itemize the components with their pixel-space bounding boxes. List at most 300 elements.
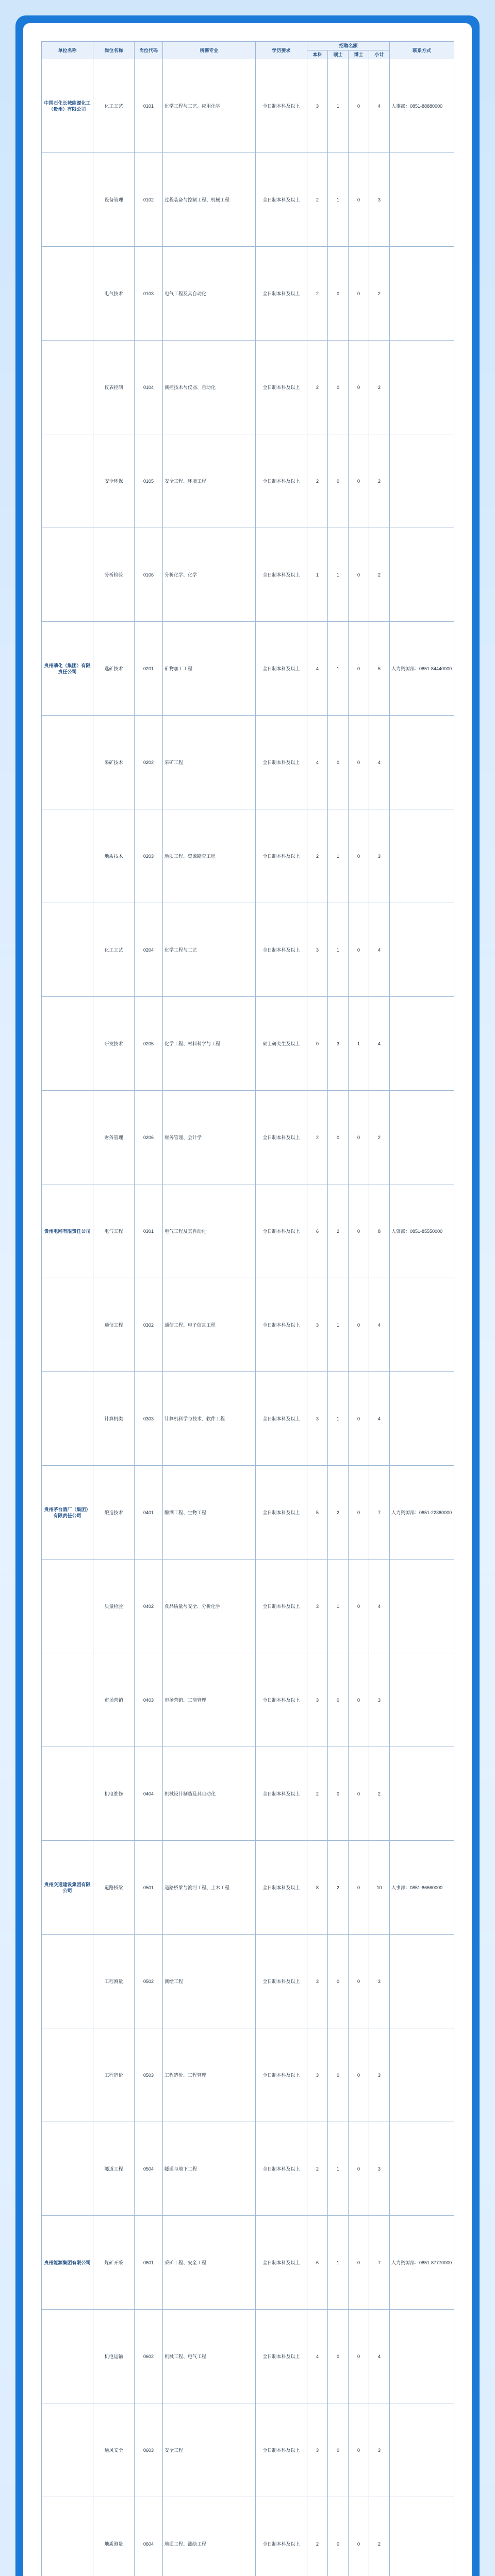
unit-cell (42, 1560, 93, 1653)
quota-total-cell: 7 (369, 2216, 390, 2310)
code-cell: 0602 (135, 2310, 163, 2403)
table-row (42, 1935, 454, 2028)
contact-cell: 人事部：0851-86660000 (390, 1841, 454, 1935)
quota-bachelor-cell: 2 (307, 247, 328, 341)
quota-doctor-cell: 0 (349, 2122, 369, 2216)
edu-cell: 全日制本科及以上 (256, 2310, 307, 2403)
code-cell: 0301 (135, 1184, 163, 1278)
quota-master-cell: 0 (328, 1091, 349, 1184)
quota-master-cell: 0 (328, 1653, 349, 1747)
code-cell: 0103 (135, 247, 163, 341)
quota-total-cell: 4 (369, 903, 390, 997)
table-row (42, 2403, 454, 2497)
contact-cell: 人力资源部：0851-22380000 (390, 1466, 454, 1560)
quota-master-cell: 1 (328, 1278, 349, 1372)
unit-cell (42, 247, 93, 341)
quota-bachelor-cell: 3 (307, 1560, 328, 1653)
quota-doctor-cell: 0 (349, 809, 369, 903)
unit-cell (42, 153, 93, 247)
code-cell: 0403 (135, 1653, 163, 1747)
quota-master-cell: 1 (328, 622, 349, 716)
contact-cell: 人力资源部：0851-84440000 (390, 622, 454, 716)
quota-bachelor-cell: 2 (307, 809, 328, 903)
post-cell: 通信工程 (93, 1278, 135, 1372)
quota-master-cell: 1 (328, 809, 349, 903)
edu-cell: 全日制本科及以上 (256, 153, 307, 247)
quota-bachelor-cell: 6 (307, 2216, 328, 2310)
quota-bachelor-cell: 3 (307, 1653, 328, 1747)
major-cell: 食品质量与安全、分析化学 (163, 1560, 256, 1653)
code-cell: 0206 (135, 1091, 163, 1184)
code-cell: 0404 (135, 1747, 163, 1841)
quota-doctor-cell: 0 (349, 2216, 369, 2310)
post-cell: 分析检验 (93, 528, 135, 622)
quota-master-cell: 0 (328, 716, 349, 809)
code-cell: 0101 (135, 59, 163, 153)
contact-cell (390, 247, 454, 341)
post-cell: 化工工艺 (93, 59, 135, 153)
table-row (42, 1841, 454, 1935)
unit-cell (42, 1091, 93, 1184)
edu-cell: 全日制本科及以上 (256, 2028, 307, 2122)
quota-bachelor-cell: 2 (307, 2497, 328, 2576)
code-cell: 0502 (135, 1935, 163, 2028)
quota-master-cell: 1 (328, 1372, 349, 1466)
unit-cell: 中国石化长城能源化工（贵州）有限公司 (42, 59, 93, 153)
unit-cell (42, 1653, 93, 1747)
edu-cell: 全日制本科及以上 (256, 1747, 307, 1841)
table-row (42, 716, 454, 809)
post-cell: 电气技术 (93, 247, 135, 341)
post-cell: 通风安全 (93, 2403, 135, 2497)
contact-cell (390, 1747, 454, 1841)
quota-total-cell: 4 (369, 716, 390, 809)
quota-bachelor-cell: 3 (307, 1372, 328, 1466)
table-row (42, 2497, 454, 2576)
major-cell: 测控技术与仪器、自动化 (163, 341, 256, 434)
contact-cell (390, 2122, 454, 2216)
edu-cell: 硕士研究生及以上 (256, 997, 307, 1091)
table-row (42, 59, 454, 153)
code-cell: 0204 (135, 903, 163, 997)
quota-master-cell: 1 (328, 2122, 349, 2216)
quota-total-cell: 5 (369, 622, 390, 716)
header-edu: 学历要求 (256, 42, 307, 59)
post-cell: 电气工程 (93, 1184, 135, 1278)
post-cell: 机电维修 (93, 1747, 135, 1841)
table-header-row (42, 42, 454, 50)
edu-cell: 全日制本科及以上 (256, 1841, 307, 1935)
quota-total-cell: 2 (369, 1091, 390, 1184)
edu-cell: 全日制本科及以上 (256, 716, 307, 809)
quota-master-cell: 1 (328, 59, 349, 153)
quota-doctor-cell: 0 (349, 1653, 369, 1747)
edu-cell: 全日制本科及以上 (256, 1372, 307, 1466)
quota-doctor-cell: 0 (349, 622, 369, 716)
contact-cell (390, 1935, 454, 2028)
major-cell: 测绘工程 (163, 1935, 256, 2028)
edu-cell: 全日制本科及以上 (256, 434, 307, 528)
quota-bachelor-cell: 6 (307, 1184, 328, 1278)
code-cell: 0503 (135, 2028, 163, 2122)
table-row (42, 997, 454, 1091)
quota-doctor-cell: 0 (349, 1184, 369, 1278)
post-cell: 地质测量 (93, 2497, 135, 2576)
post-cell: 工程造价 (93, 2028, 135, 2122)
post-cell: 仪表控制 (93, 341, 135, 434)
post-cell: 隧道工程 (93, 2122, 135, 2216)
contact-cell: 人事部：0851-88880000 (390, 59, 454, 153)
table-row (42, 2216, 454, 2310)
quota-master-cell: 3 (328, 997, 349, 1091)
post-cell: 财务管理 (93, 1091, 135, 1184)
quota-total-cell: 8 (369, 1184, 390, 1278)
quota-total-cell: 4 (369, 997, 390, 1091)
table-row (42, 1184, 454, 1278)
header-contact: 联系方式 (390, 42, 454, 59)
major-cell: 电气工程及其自动化 (163, 1184, 256, 1278)
quota-bachelor-cell: 3 (307, 59, 328, 153)
quota-master-cell: 1 (328, 2216, 349, 2310)
quota-total-cell: 3 (369, 153, 390, 247)
unit-cell (42, 2403, 93, 2497)
quota-doctor-cell: 1 (349, 997, 369, 1091)
quota-total-cell: 2 (369, 2497, 390, 2576)
table-row (42, 247, 454, 341)
major-cell: 采矿工程 (163, 716, 256, 809)
quota-bachelor-cell: 2 (307, 341, 328, 434)
code-cell: 0202 (135, 716, 163, 809)
quota-doctor-cell: 0 (349, 1935, 369, 2028)
unit-cell (42, 903, 93, 997)
quota-total-cell: 7 (369, 1466, 390, 1560)
edu-cell: 全日制本科及以上 (256, 809, 307, 903)
major-cell: 安全工程、环境工程 (163, 434, 256, 528)
quota-doctor-cell: 0 (349, 716, 369, 809)
table-row (42, 622, 454, 716)
quota-doctor-cell: 0 (349, 1747, 369, 1841)
quota-doctor-cell: 0 (349, 1560, 369, 1653)
recruitment-table (41, 41, 454, 2576)
quota-doctor-cell: 0 (349, 2403, 369, 2497)
post-cell: 酿造技术 (93, 1466, 135, 1560)
table-row (42, 1653, 454, 1747)
quota-master-cell: 1 (328, 1560, 349, 1653)
code-cell: 0504 (135, 2122, 163, 2216)
header-unit: 单位名称 (42, 42, 93, 59)
quota-doctor-cell: 0 (349, 2028, 369, 2122)
quota-doctor-cell: 0 (349, 1278, 369, 1372)
edu-cell: 全日制本科及以上 (256, 1278, 307, 1372)
table-row (42, 903, 454, 997)
header-q2: 硕士 (328, 50, 349, 59)
code-cell: 0205 (135, 997, 163, 1091)
edu-cell: 全日制本科及以上 (256, 247, 307, 341)
quota-bachelor-cell: 4 (307, 716, 328, 809)
post-cell: 设备管理 (93, 153, 135, 247)
major-cell: 化学工程与工艺 (163, 903, 256, 997)
contact-cell (390, 809, 454, 903)
quota-master-cell: 2 (328, 1841, 349, 1935)
unit-cell: 贵州电网有限责任公司 (42, 1184, 93, 1278)
quota-doctor-cell: 0 (349, 59, 369, 153)
unit-cell (42, 809, 93, 903)
table-row (42, 153, 454, 247)
unit-cell (42, 2310, 93, 2403)
contact-cell (390, 2028, 454, 2122)
quota-total-cell: 3 (369, 809, 390, 903)
table-body (42, 59, 454, 2576)
table-row (42, 2310, 454, 2403)
table-row (42, 1278, 454, 1372)
post-cell: 化工工艺 (93, 903, 135, 997)
contact-cell: 人力资源部：0851-87770000 (390, 2216, 454, 2310)
quota-master-cell: 0 (328, 1747, 349, 1841)
major-cell: 采矿工程、安全工程 (163, 2216, 256, 2310)
major-cell: 道路桥梁与渡河工程、土木工程 (163, 1841, 256, 1935)
quota-total-cell: 2 (369, 341, 390, 434)
header-major: 所需专业 (163, 42, 256, 59)
quota-total-cell: 3 (369, 2403, 390, 2497)
contact-cell (390, 434, 454, 528)
code-cell: 0302 (135, 1278, 163, 1372)
quota-master-cell: 0 (328, 247, 349, 341)
quota-bachelor-cell: 3 (307, 1935, 328, 2028)
unit-cell (42, 716, 93, 809)
code-cell: 0203 (135, 809, 163, 903)
code-cell: 0604 (135, 2497, 163, 2576)
major-cell: 财务管理、会计学 (163, 1091, 256, 1184)
quota-master-cell: 1 (328, 528, 349, 622)
header-post: 岗位名称 (93, 42, 135, 59)
quota-doctor-cell: 0 (349, 153, 369, 247)
major-cell: 机械工程、电气工程 (163, 2310, 256, 2403)
quota-master-cell: 1 (328, 153, 349, 247)
post-cell: 机电运输 (93, 2310, 135, 2403)
quota-doctor-cell: 0 (349, 528, 369, 622)
table-row (42, 1466, 454, 1560)
code-cell: 0601 (135, 2216, 163, 2310)
table-row (42, 1560, 454, 1653)
quota-master-cell: 2 (328, 1466, 349, 1560)
code-cell: 0201 (135, 622, 163, 716)
contact-cell (390, 716, 454, 809)
quota-total-cell: 3 (369, 2122, 390, 2216)
major-cell: 地质工程、测绘工程 (163, 2497, 256, 2576)
unit-cell (42, 528, 93, 622)
quota-master-cell: 0 (328, 2403, 349, 2497)
quota-master-cell: 1 (328, 903, 349, 997)
edu-cell: 全日制本科及以上 (256, 2403, 307, 2497)
unit-cell (42, 434, 93, 528)
code-cell: 0105 (135, 434, 163, 528)
major-cell: 工程造价、工程管理 (163, 2028, 256, 2122)
edu-cell: 全日制本科及以上 (256, 341, 307, 434)
table-row (42, 2028, 454, 2122)
table-row (42, 528, 454, 622)
unit-cell: 贵州能源集团有限公司 (42, 2216, 93, 2310)
edu-cell: 全日制本科及以上 (256, 1466, 307, 1560)
quota-bachelor-cell: 0 (307, 997, 328, 1091)
quota-bachelor-cell: 3 (307, 903, 328, 997)
contact-cell (390, 1091, 454, 1184)
header-code: 岗位代码 (135, 42, 163, 59)
major-cell: 电气工程及其自动化 (163, 247, 256, 341)
edu-cell: 全日制本科及以上 (256, 2497, 307, 2576)
quota-doctor-cell: 0 (349, 2310, 369, 2403)
code-cell: 0104 (135, 341, 163, 434)
quota-bachelor-cell: 4 (307, 2310, 328, 2403)
unit-cell (42, 1935, 93, 2028)
quota-bachelor-cell: 1 (307, 528, 328, 622)
quota-total-cell: 4 (369, 2310, 390, 2403)
major-cell: 分析化学、化学 (163, 528, 256, 622)
quota-total-cell: 2 (369, 528, 390, 622)
unit-cell: 贵州茅台酒厂（集团）有限责任公司 (42, 1466, 93, 1560)
quota-bachelor-cell: 3 (307, 2028, 328, 2122)
major-cell: 化学工程与工艺、应用化学 (163, 59, 256, 153)
major-cell: 酿酒工程、生物工程 (163, 1466, 256, 1560)
post-cell: 质量检验 (93, 1560, 135, 1653)
header-q1: 本科 (307, 50, 328, 59)
contact-cell (390, 528, 454, 622)
code-cell: 0501 (135, 1841, 163, 1935)
quota-bachelor-cell: 4 (307, 622, 328, 716)
table-row (42, 2122, 454, 2216)
major-cell: 市场营销、工商管理 (163, 1653, 256, 1747)
header-quota: 招聘名额 (307, 42, 390, 50)
quota-total-cell: 2 (369, 1747, 390, 1841)
major-cell: 计算机科学与技术、软件工程 (163, 1372, 256, 1466)
quota-master-cell: 0 (328, 2028, 349, 2122)
major-cell: 矿物加工工程 (163, 622, 256, 716)
quota-master-cell: 0 (328, 341, 349, 434)
post-cell: 市场营销 (93, 1653, 135, 1747)
quota-doctor-cell: 0 (349, 341, 369, 434)
edu-cell: 全日制本科及以上 (256, 622, 307, 716)
unit-cell (42, 997, 93, 1091)
quota-doctor-cell: 0 (349, 1372, 369, 1466)
table-row (42, 1372, 454, 1466)
quota-bachelor-cell: 3 (307, 1278, 328, 1372)
quota-doctor-cell: 0 (349, 1091, 369, 1184)
edu-cell: 全日制本科及以上 (256, 528, 307, 622)
unit-cell (42, 2028, 93, 2122)
edu-cell: 全日制本科及以上 (256, 2216, 307, 2310)
contact-cell (390, 2310, 454, 2403)
edu-cell: 全日制本科及以上 (256, 1560, 307, 1653)
post-cell: 计算机类 (93, 1372, 135, 1466)
post-cell: 地质技术 (93, 809, 135, 903)
contact-cell (390, 2497, 454, 2576)
table-row (42, 341, 454, 434)
quota-doctor-cell: 0 (349, 903, 369, 997)
contact-cell (390, 997, 454, 1091)
edu-cell: 全日制本科及以上 (256, 2122, 307, 2216)
unit-cell (42, 2122, 93, 2216)
major-cell: 化学工程、材料科学与工程 (163, 997, 256, 1091)
quota-doctor-cell: 0 (349, 247, 369, 341)
quota-bachelor-cell: 2 (307, 434, 328, 528)
header-q3: 博士 (349, 50, 369, 59)
contact-cell (390, 903, 454, 997)
unit-cell: 贵州交通建设集团有限公司 (42, 1841, 93, 1935)
contact-cell: 人资部：0851-85550000 (390, 1184, 454, 1278)
post-cell: 研发技术 (93, 997, 135, 1091)
quota-total-cell: 3 (369, 1935, 390, 2028)
quota-master-cell: 0 (328, 1935, 349, 2028)
post-cell: 选矿技术 (93, 622, 135, 716)
quota-bachelor-cell: 2 (307, 1747, 328, 1841)
contact-cell (390, 1560, 454, 1653)
quota-master-cell: 2 (328, 1184, 349, 1278)
quota-bachelor-cell: 5 (307, 1466, 328, 1560)
quota-total-cell: 4 (369, 1560, 390, 1653)
code-cell: 0402 (135, 1560, 163, 1653)
quota-total-cell: 2 (369, 247, 390, 341)
post-cell: 道路桥梁 (93, 1841, 135, 1935)
quota-total-cell: 2 (369, 434, 390, 528)
table-row (42, 1091, 454, 1184)
quota-doctor-cell: 0 (349, 2497, 369, 2576)
contact-cell (390, 1372, 454, 1466)
unit-cell (42, 1278, 93, 1372)
document-paper (23, 23, 472, 2576)
quota-bachelor-cell: 8 (307, 1841, 328, 1935)
quota-total-cell: 4 (369, 59, 390, 153)
major-cell: 过程装备与控制工程、机械工程 (163, 153, 256, 247)
code-cell: 0106 (135, 528, 163, 622)
major-cell: 安全工程 (163, 2403, 256, 2497)
unit-cell (42, 1372, 93, 1466)
quota-master-cell: 0 (328, 434, 349, 528)
quota-doctor-cell: 0 (349, 1841, 369, 1935)
contact-cell (390, 153, 454, 247)
edu-cell: 全日制本科及以上 (256, 1091, 307, 1184)
post-cell: 安全环保 (93, 434, 135, 528)
edu-cell: 全日制本科及以上 (256, 59, 307, 153)
contact-cell (390, 1278, 454, 1372)
code-cell: 0603 (135, 2403, 163, 2497)
quota-total-cell: 10 (369, 1841, 390, 1935)
unit-cell: 贵州磷化（集团）有限责任公司 (42, 622, 93, 716)
unit-cell (42, 341, 93, 434)
table-row (42, 434, 454, 528)
quota-doctor-cell: 0 (349, 434, 369, 528)
post-cell: 煤矿开采 (93, 2216, 135, 2310)
post-cell: 采矿技术 (93, 716, 135, 809)
quota-bachelor-cell: 2 (307, 1091, 328, 1184)
edu-cell: 全日制本科及以上 (256, 1935, 307, 2028)
table-row (42, 1747, 454, 1841)
quota-doctor-cell: 0 (349, 1466, 369, 1560)
major-cell: 隧道与地下工程 (163, 2122, 256, 2216)
quota-total-cell: 3 (369, 2028, 390, 2122)
edu-cell: 全日制本科及以上 (256, 1184, 307, 1278)
quota-master-cell: 0 (328, 2310, 349, 2403)
table-row (42, 809, 454, 903)
quota-master-cell: 0 (328, 2497, 349, 2576)
quota-total-cell: 4 (369, 1372, 390, 1466)
major-cell: 机械设计制造及其自动化 (163, 1747, 256, 1841)
post-cell: 工程测量 (93, 1935, 135, 2028)
contact-cell (390, 1653, 454, 1747)
header-total: 小计 (369, 50, 390, 59)
quota-bachelor-cell: 2 (307, 2122, 328, 2216)
contact-cell (390, 341, 454, 434)
code-cell: 0401 (135, 1466, 163, 1560)
quota-total-cell: 3 (369, 1653, 390, 1747)
